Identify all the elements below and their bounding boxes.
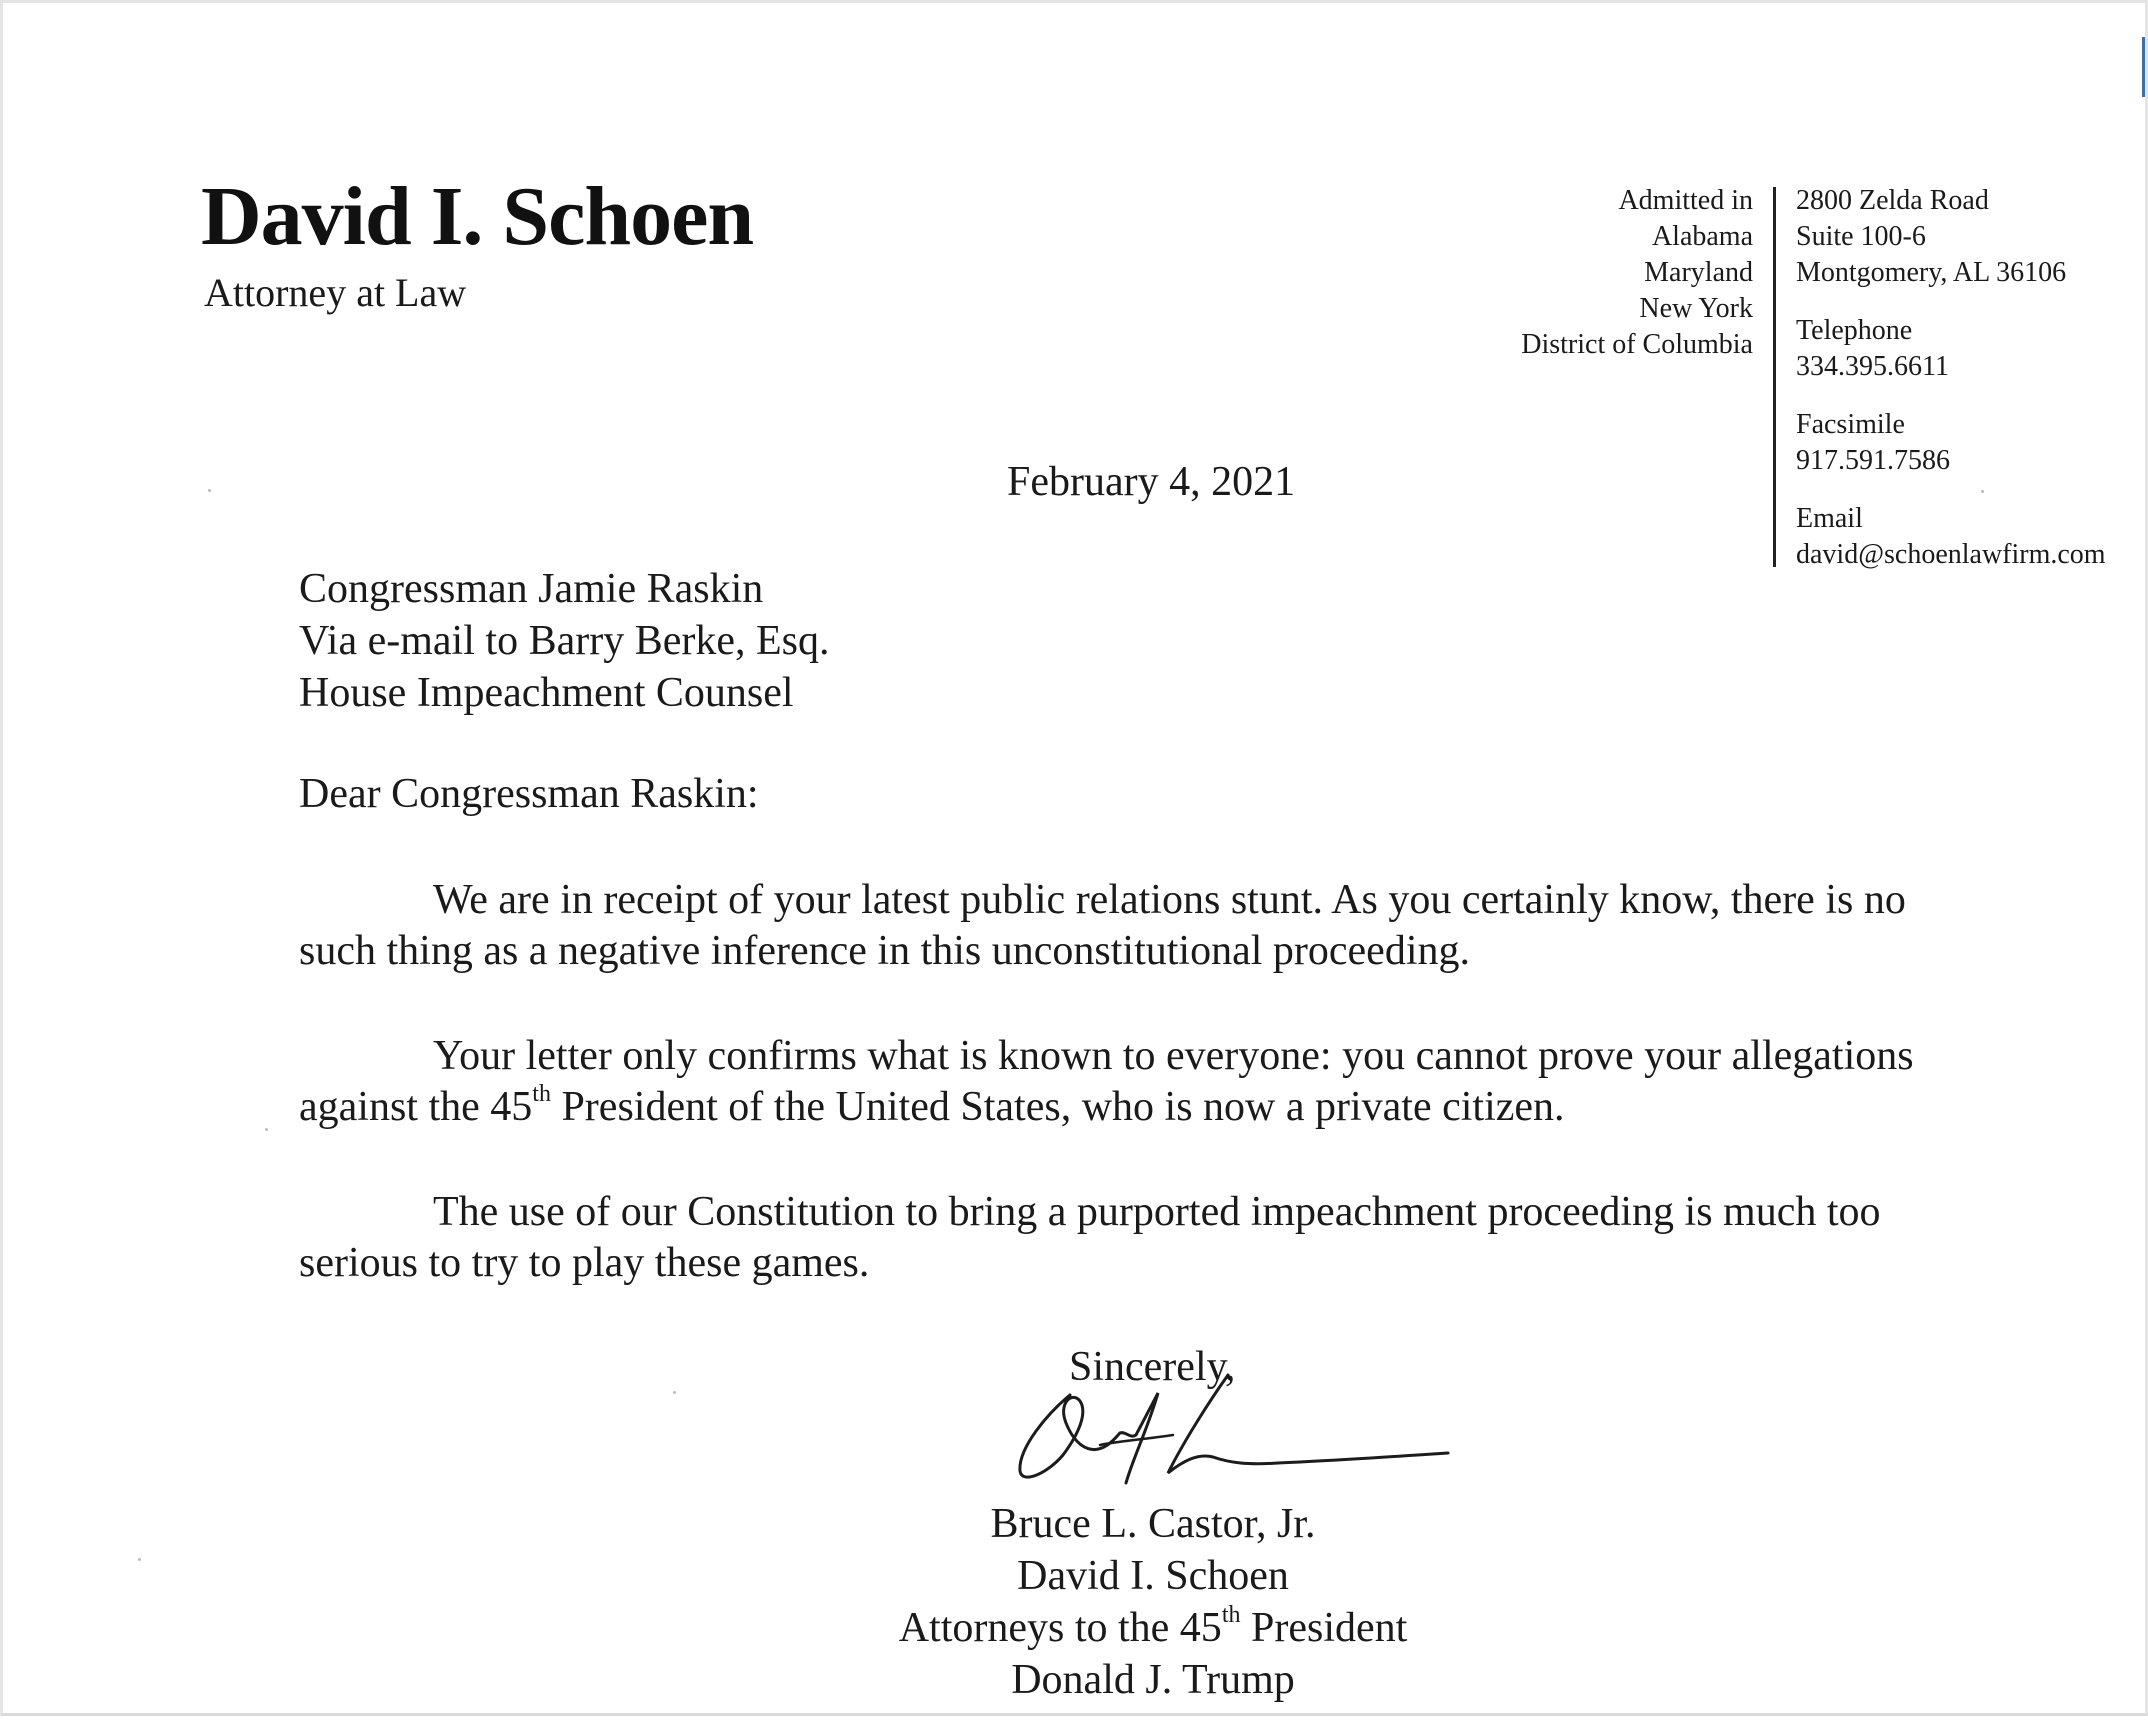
email-address: david@schoenlawfirm.com bbox=[1796, 539, 2106, 570]
recipient-line: Congressman Jamie Raskin bbox=[299, 566, 764, 612]
admitted-state: District of Columbia bbox=[1521, 329, 1753, 360]
recipient-block bbox=[299, 563, 829, 719]
handwritten-signature bbox=[1008, 1373, 1458, 1493]
scan-speckle bbox=[208, 489, 211, 492]
address-line: Suite 100-6 bbox=[1796, 221, 1926, 252]
closing: Sincerely, bbox=[1069, 1344, 1236, 1390]
paragraph-line: Your letter only confirms what is known to everyone: you cannot prove your allegations bbox=[433, 1033, 1914, 1079]
address-line: Montgomery, AL 36106 bbox=[1796, 257, 2067, 288]
letterhead-title: Attorney at Law bbox=[204, 270, 467, 315]
signer-line: Donald J. Trump bbox=[1011, 1657, 1295, 1703]
email-label: Email bbox=[1796, 503, 1863, 534]
scan-speckle bbox=[1981, 490, 1984, 493]
letterhead-divider bbox=[1773, 187, 1776, 567]
ordinal-suffix: th bbox=[532, 1081, 551, 1107]
admitted-label: Admitted in bbox=[1618, 185, 1753, 216]
body-paragraph-3 bbox=[299, 1187, 1999, 1289]
letter-page bbox=[3, 3, 2145, 1713]
paragraph-line: such thing as a negative inference in this unconstitutional proceeding. bbox=[299, 928, 1470, 974]
body-paragraph-2 bbox=[299, 1031, 1999, 1133]
letterhead-name: David I. Schoen bbox=[201, 170, 754, 263]
address-line: 2800 Zelda Road bbox=[1796, 185, 1989, 216]
body-paragraph-1 bbox=[299, 875, 1999, 977]
scan-speckle bbox=[673, 1391, 676, 1394]
paragraph-line: serious to try to play these games. bbox=[299, 1240, 870, 1286]
edge-accent bbox=[2142, 37, 2145, 97]
admitted-state: New York bbox=[1639, 293, 1753, 324]
recipient-line: House Impeachment Counsel bbox=[299, 670, 794, 716]
contact-block bbox=[1796, 183, 2106, 573]
scan-speckle bbox=[265, 1128, 268, 1131]
telephone-label: Telephone bbox=[1796, 315, 1913, 346]
paragraph-line: The use of our Constitution to bring a purported impeachment proceeding is much too bbox=[433, 1189, 1881, 1235]
admitted-state: Maryland bbox=[1644, 257, 1753, 288]
salutation: Dear Congressman Raskin: bbox=[299, 771, 759, 817]
paragraph-line: We are in receipt of your latest public relations stunt. As you certainly know, there is no bbox=[433, 877, 1906, 923]
scan-speckle bbox=[138, 1558, 141, 1561]
admitted-state: Alabama bbox=[1651, 221, 1753, 252]
facsimile-number: 917.591.7586 bbox=[1796, 445, 1950, 476]
signer-line: Bruce L. Castor, Jr. bbox=[990, 1501, 1316, 1547]
paragraph-line: against the 45th President of the United States, who is now a private citizen. bbox=[299, 1081, 1565, 1130]
ordinal-suffix: th bbox=[1221, 1602, 1241, 1628]
facsimile-label: Facsimile bbox=[1796, 409, 1905, 440]
admitted-block bbox=[1521, 183, 1753, 363]
signer-line: Attorneys to the 45th President bbox=[898, 1602, 1408, 1651]
letter-date: February 4, 2021 bbox=[1007, 459, 1296, 505]
signer-line: David I. Schoen bbox=[1017, 1553, 1289, 1599]
signers-block bbox=[803, 1498, 1503, 1706]
telephone-number: 334.395.6611 bbox=[1796, 351, 1949, 382]
recipient-line: Via e-mail to Barry Berke, Esq. bbox=[299, 618, 830, 664]
